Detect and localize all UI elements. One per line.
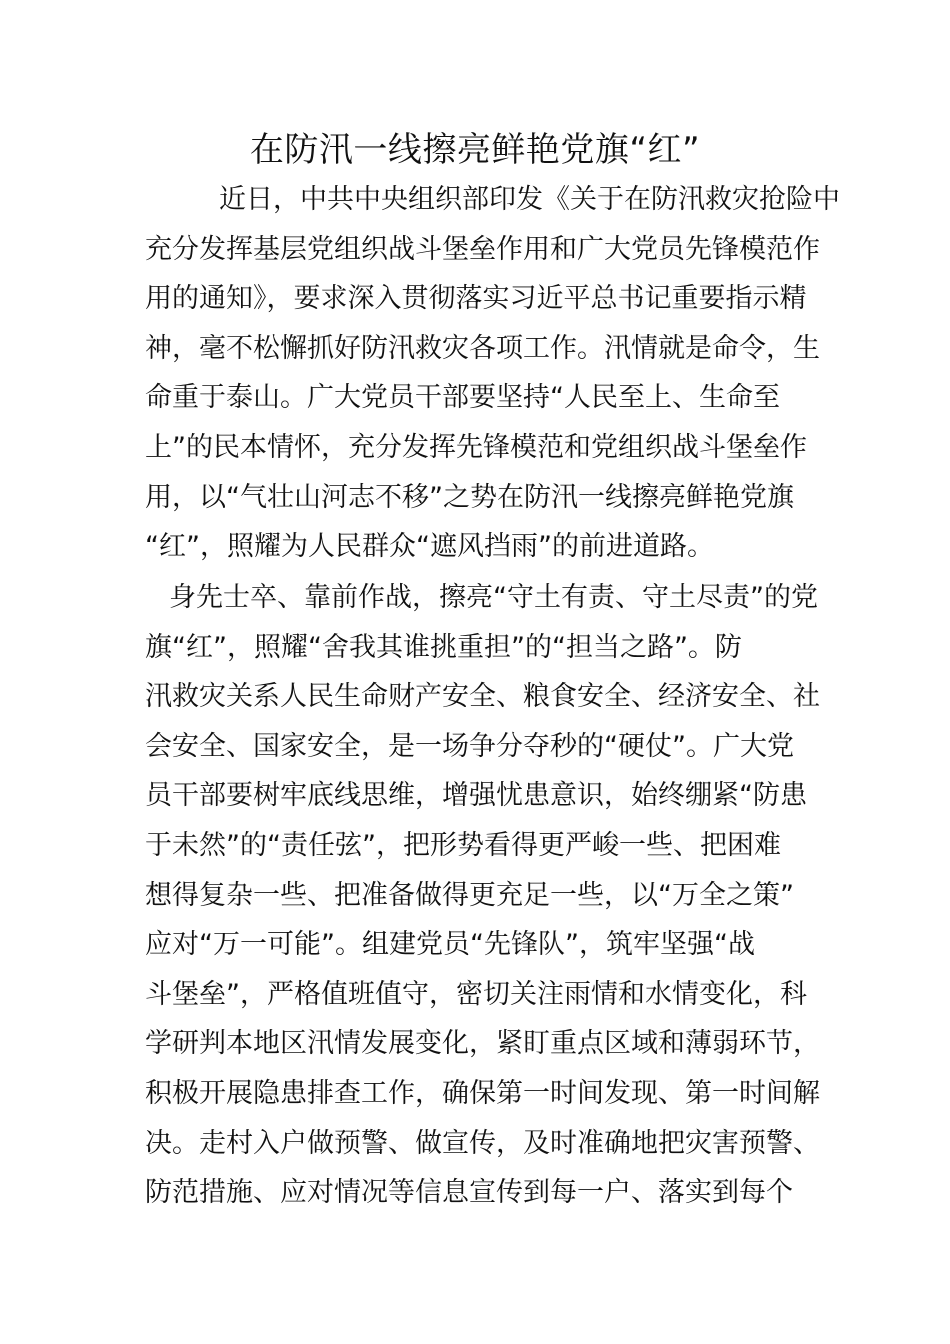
- paragraph-line: 汛救灾关系人民生命财产安全、粮食安全、经济安全、社: [145, 681, 820, 713]
- paragraph-line: 会安全、国家安全，是一场争分夺秒的“硬仗”。广大党: [145, 730, 794, 762]
- paragraph-line: “红”，照耀为人民群众“遮风挡雨”的前进道路。: [145, 531, 714, 563]
- paragraph-line: 于未然”的“责任弦”，把形势看得更严峻一些、把困难: [145, 829, 781, 861]
- paragraph-line: 防范措施、应对情况等信息宣传到每一户、落实到每个: [145, 1177, 793, 1209]
- paragraph-line: 充分发挥基层党组织战斗堡垒作用和广大党员先锋模范作: [145, 233, 820, 265]
- paragraph-line: 员干部要树牢底线思维，增强忧患意识，始终绷紧“防患: [145, 780, 807, 812]
- paragraph-line: 应对“万一可能”。组建党员“先锋队”，筑牢坚强“战: [145, 929, 755, 961]
- document-title: 在防汛一线擦亮鲜艳党旗“红”: [249, 130, 701, 170]
- paragraph-line: 用的通知》，要求深入贯彻落实习近平总书记重要指示精: [145, 283, 807, 315]
- paragraph-line: 命重于泰山。广大党员干部要坚持“人民至上、生命至: [145, 382, 780, 414]
- paragraph-line: 想得复杂一些、把准备做得更充足一些，以“万全之策”: [145, 879, 794, 911]
- paragraph-line: 积极开展隐患排查工作，确保第一时间发现、第一时间解: [145, 1077, 820, 1109]
- paragraph-line: 用，以“气壮山河志不移”之势在防汛一线擦亮鲜艳党旗: [145, 481, 794, 513]
- paragraph-2: [145, 573, 825, 1218]
- paragraph-1: [145, 175, 840, 572]
- paragraph-line: 学研判本地区汛情发展变化，紧盯重点区域和薄弱环节，: [145, 1028, 820, 1060]
- paragraph-line: 斗堡垒”，严格值班值守，密切关注雨情和水情变化，科: [145, 978, 807, 1010]
- paragraph-line: 上”的民本情怀，充分发挥先锋模范和党组织战斗堡垒作: [145, 431, 807, 463]
- paragraph-line: 神，毫不松懈抓好防汛救灾各项工作。汛情就是命令，生: [145, 332, 820, 364]
- paragraph-line: 近日，中共中央组织部印发《关于在防汛救灾抢险中: [219, 184, 840, 215]
- paragraph-line: 身先士卒、靠前作战，擦亮“守土有责、守土尽责”的党: [169, 582, 818, 613]
- paragraph-line: 决。走村入户做预警、做宣传，及时准确地把灾害预警、: [145, 1127, 820, 1159]
- paragraph-line: 旗“红”，照耀“舍我其谁挑重担”的“担当之路”。防: [145, 631, 742, 663]
